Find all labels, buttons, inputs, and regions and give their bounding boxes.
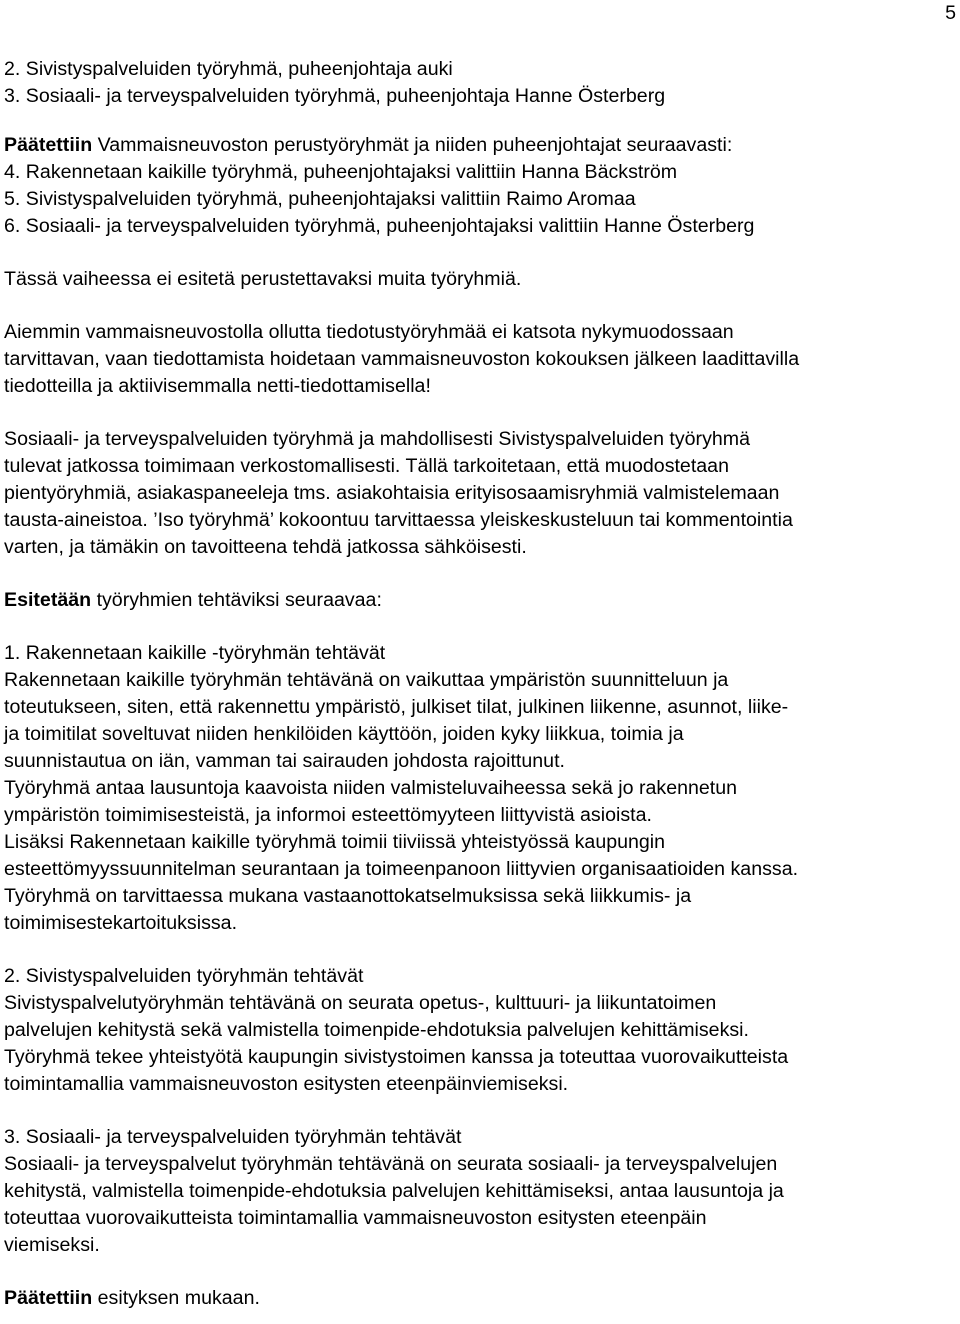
text-line: Työryhmä antaa lausuntoja kaavoista niiden valmisteluvaiheessa sekä jo rakennetun xyxy=(4,777,738,799)
text-line: Lisäksi Rakennetaan kaikille työryhmä toimii tiiviissä yhteistyössä kaupungin xyxy=(4,831,666,853)
text-line: kehitystä, valmistella toimenpide-ehdotuksia palvelujen kehittämiseksi, antaa lausuntoja ja xyxy=(4,1180,784,1202)
text-line: toteutukseen, siten, että rakennettu ympäristö, julkiset tilat, julkinen liikenne, asunnot, liike- xyxy=(4,696,789,718)
text-line: Työryhmä tekee yhteistyötä kaupungin sivistystoimen kanssa ja toteuttaa vuorovaikutteista xyxy=(4,1046,789,1068)
paragraph xyxy=(4,266,956,293)
text-line: tiedotteilla ja aktiivisemmalla netti-tiedottamisella! xyxy=(4,375,431,397)
text-line: pientyöryhmiä, asiakaspaneeleja tms. asiakohtaisia erityisosaamisryhmiä valmistelemaan xyxy=(4,482,780,504)
list-item: 6. Sosiaali- ja terveyspalveluiden työryhmä, puheenjohtajaksi valittiin Hanne Österberg xyxy=(4,215,755,237)
text-line: Aiemmin vammaisneuvostolla ollutta tiedotustyöryhmää ei katsota nykymuodossaan xyxy=(4,321,734,343)
text-line: tulevat jatkossa toimimaan verkostomallisesti. Tällä tarkoitetaan, että muodostetaan xyxy=(4,455,729,477)
text-line: tausta-aineistoa. ’Iso työryhmä’ kokoontuu tarvittaessa yleiskeskusteluun tai kommentointia xyxy=(4,509,793,531)
page-number: 5 xyxy=(945,2,956,24)
proposal-text: työryhmien tehtäviksi seuraavaa: xyxy=(91,589,382,611)
section-heading: 1. Rakennetaan kaikille -työryhmän tehtävät xyxy=(4,642,386,664)
section-social-health-workgroup xyxy=(4,1124,956,1259)
document-body xyxy=(4,56,956,1312)
text-line: Tässä vaiheessa ei esitetä perustettavaksi muita työryhmiä. xyxy=(4,268,522,290)
list-item: 4. Rakennetaan kaikille työryhmä, puheenjohtajaksi valittiin Hanna Bäckström xyxy=(4,161,678,183)
text-line: Työryhmä on tarvittaessa mukana vastaanottokatselmuksissa sekä liikkumis- ja xyxy=(4,885,692,907)
text-line: suunnistautua on iän, vamman tai sairauden johdosta rajoittunut. xyxy=(4,750,565,772)
text-line: Sosiaali- ja terveyspalveluiden työryhmä ja mahdollisesti Sivistyspalveluiden työryhmä xyxy=(4,428,750,450)
decision-paragraph xyxy=(4,132,956,159)
proposal-label: Esitetään xyxy=(4,589,92,611)
proposal-paragraph xyxy=(4,587,956,614)
decision-text: esityksen mukaan. xyxy=(92,1287,260,1309)
decision-label: Päätettiin xyxy=(4,1287,93,1309)
decision-text: Vammaisneuvoston perustyöryhmät ja niiden puheenjohtajat seuraavasti: xyxy=(92,134,733,156)
text-line: Sosiaali- ja terveyspalvelut työryhmän tehtävänä on seurata sosiaali- ja terveyspalvelujen xyxy=(4,1153,778,1175)
text-line: ympäristön toimimisesteistä, ja informoi esteettömyyteen liittyvistä asioista. xyxy=(4,804,652,826)
list-item: 5. Sivistyspalveluiden työryhmä, puheenjohtajaksi valittiin Raimo Aromaa xyxy=(4,188,636,210)
section-heading: 2. Sivistyspalveluiden työryhmän tehtävät xyxy=(4,965,364,987)
workgroup-list-previous xyxy=(4,56,956,110)
final-decision-paragraph xyxy=(4,1285,956,1312)
section-heading: 3. Sosiaali- ja terveyspalveluiden työryhmän tehtävät xyxy=(4,1126,462,1148)
list-item: 3. Sosiaali- ja terveyspalveluiden työryhmä, puheenjohtaja Hanne Österberg xyxy=(4,85,666,107)
paragraph xyxy=(4,319,956,400)
text-line: tarvittavan, vaan tiedottamista hoidetaan vammaisneuvoston kokouksen jälkeen laadittavilla xyxy=(4,348,800,370)
text-line: viemiseksi. xyxy=(4,1234,100,1256)
text-line: toimintamallia vammaisneuvoston esitysten eteenpäinviemiseksi. xyxy=(4,1073,569,1095)
text-line: varten, ja tämäkin on tavoitteena tehdä jatkossa sähköisesti. xyxy=(4,536,527,558)
text-line: Sivistyspalvelutyöryhmän tehtävänä on seurata opetus-, kulttuuri- ja liikuntatoimen xyxy=(4,992,717,1014)
workgroup-list-decided xyxy=(4,159,956,240)
text-line: esteettömyyssuunnitelman seurantaan ja toimeenpanoon liittyvien organisaatioiden kanssa. xyxy=(4,858,799,880)
text-line: ja toimitilat soveltuvat niiden henkilöiden käyttöön, joiden kyky liikkua, toimia ja xyxy=(4,723,684,745)
text-line: Rakennetaan kaikille työryhmän tehtävänä on vaikuttaa ympäristön suunnitteluun ja xyxy=(4,669,729,691)
text-line: toimimisestekartoituksissa. xyxy=(4,912,238,934)
text-line: palvelujen kehitystä sekä valmistella toimenpide-ehdotuksia palvelujen kehittämiseksi. xyxy=(4,1019,749,1041)
paragraph xyxy=(4,426,956,561)
text-line: toteuttaa vuorovaikutteista toimintamallia vammaisneuvoston esitysten eteenpäin xyxy=(4,1207,707,1229)
list-item: 2. Sivistyspalveluiden työryhmä, puheenjohtaja auki xyxy=(4,58,453,80)
section-education-workgroup xyxy=(4,963,956,1098)
section-accessibility-workgroup xyxy=(4,640,956,937)
decision-label: Päätettiin xyxy=(4,134,93,156)
